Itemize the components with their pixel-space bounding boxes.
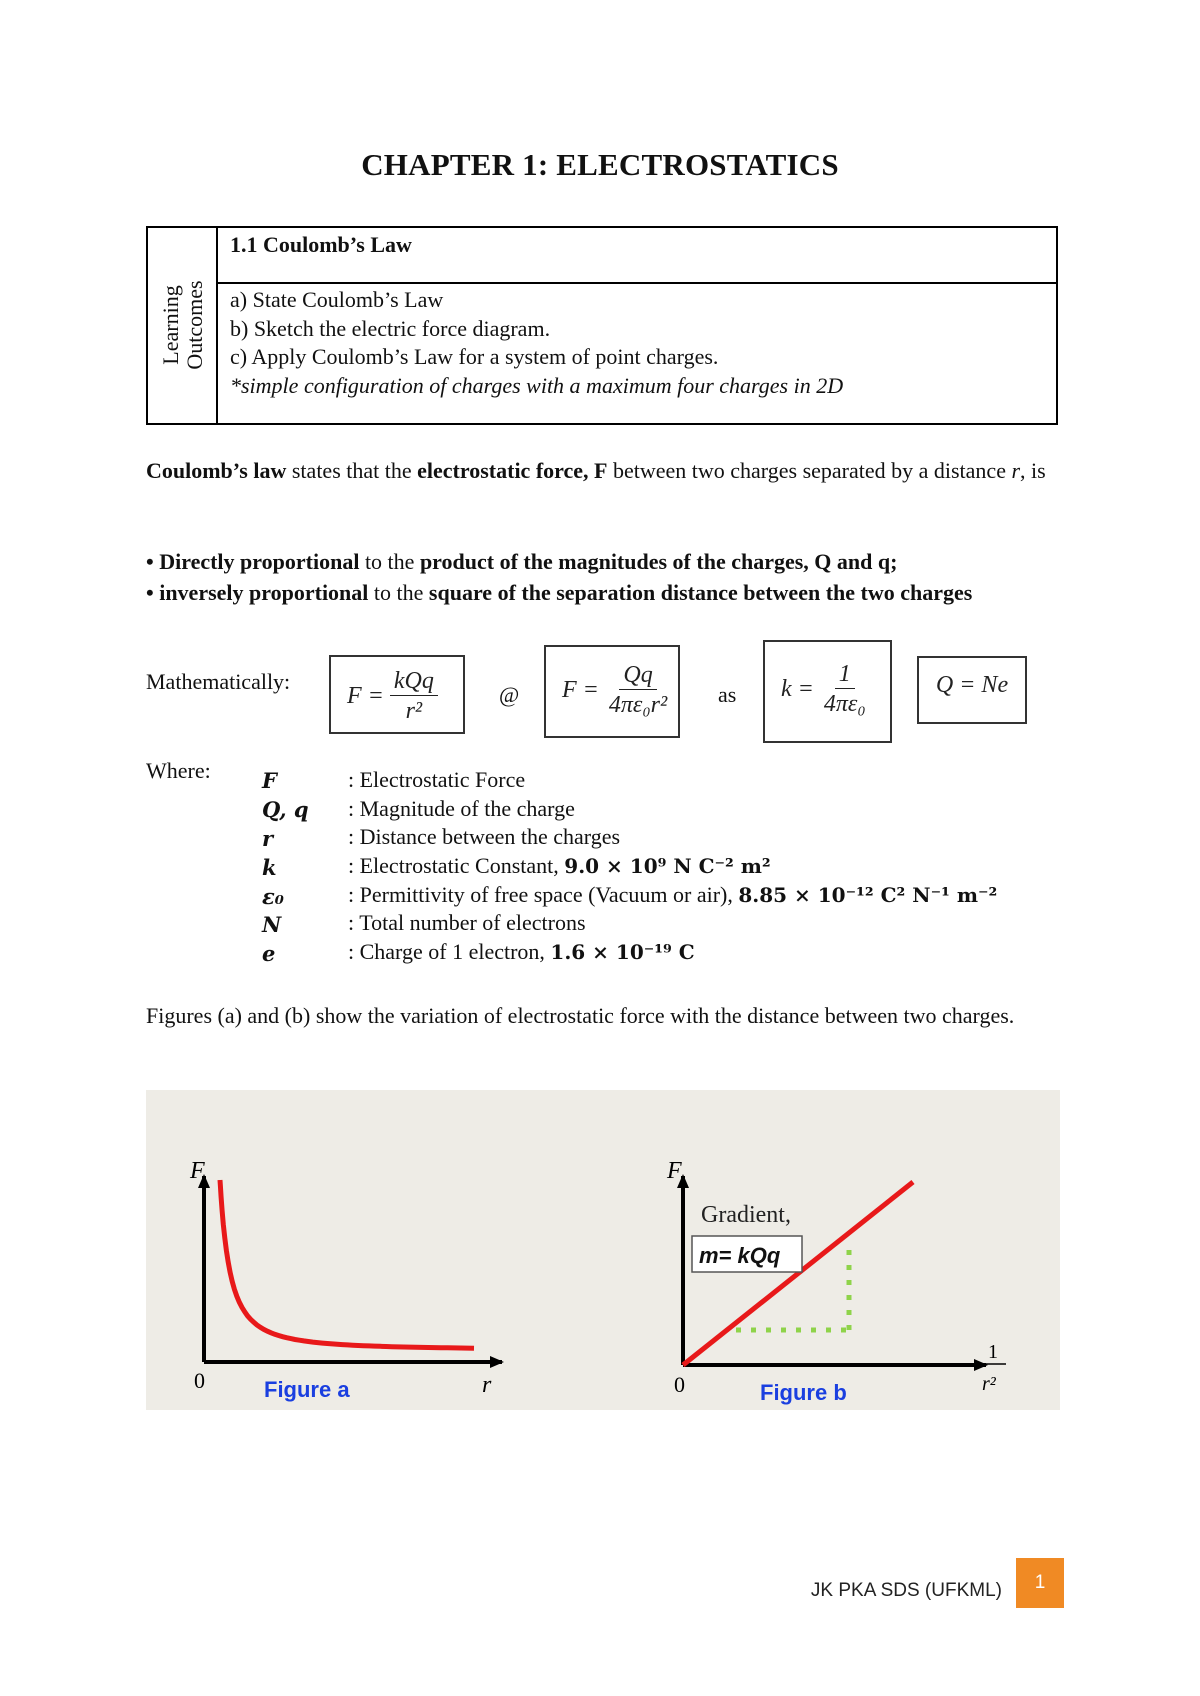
where-label: Where: <box>146 758 211 783</box>
bullet-bold: • Directly proportional <box>146 549 360 574</box>
figures-svg <box>146 1090 1060 1410</box>
figure-a <box>189 1158 502 1402</box>
definition-text: : Distance between the charges <box>348 824 621 849</box>
symbol-Qq: Q, q <box>262 797 309 822</box>
formula-box-4 <box>917 656 1027 724</box>
figure-b <box>666 1158 1006 1405</box>
symbol-e: e <box>262 941 276 966</box>
side-label-line2: Outcomes <box>182 280 207 370</box>
formula-box-3 <box>763 640 892 743</box>
bullet-bold: square of the separation distance between the two charges <box>428 580 973 605</box>
learning-outcomes-table <box>146 226 1058 425</box>
outcome-item: b) Sketch the electric force diagram. <box>230 315 551 341</box>
definition-text: : Electrostatic Force <box>348 767 526 792</box>
symbol-N: N <box>262 912 282 937</box>
definition-row <box>348 939 695 965</box>
bullet-text: to the <box>368 580 429 605</box>
figure-b-origin: 0 <box>674 1372 685 1397</box>
electrostatic-force-term: electrostatic force, F <box>417 458 608 483</box>
symbol-k: k <box>262 855 277 880</box>
intro-text: , is <box>1020 458 1046 483</box>
r-symbol: r <box>1011 458 1021 483</box>
definition-row <box>348 853 771 879</box>
page-title: CHAPTER 1: ELECTROSTATICS <box>361 147 839 182</box>
bullet-item-1 <box>146 546 1058 577</box>
definition-row <box>348 910 586 936</box>
formula-box-2 <box>544 645 680 738</box>
side-label-line1: Learning <box>158 285 183 365</box>
figure-panel <box>146 1090 1060 1410</box>
figure-b-y-label: F <box>667 1158 682 1184</box>
bullet-list <box>146 546 1058 608</box>
formula-denominator: r² <box>405 698 423 724</box>
bullet-bold: • inversely proportional <box>146 580 369 605</box>
definition-value: 9.0 × 10⁹ N C⁻² m² <box>564 854 771 878</box>
gradient-formula: m= kQq <box>699 1243 781 1268</box>
figure-a-caption: Figure a <box>264 1377 350 1402</box>
formula-lhs: F = <box>347 683 384 709</box>
gradient-label: Gradient, <box>701 1202 791 1228</box>
definition-text: : Charge of 1 electron, <box>348 939 551 964</box>
definition-text: : Total number of electrons <box>348 910 586 935</box>
coulomb-law-statement <box>146 455 1058 486</box>
formula-denominator: 4πε₀r² <box>608 692 668 718</box>
definition-text: : Permittivity of free space (Vacuum or air), <box>348 882 739 907</box>
definition-row <box>348 824 620 850</box>
at-symbol: @ <box>499 682 520 707</box>
definition-row <box>348 796 575 822</box>
symbol-epsilon0: ε₀ <box>262 884 284 909</box>
definition-row <box>348 767 525 793</box>
definition-text: : Magnitude of the charge <box>348 796 575 821</box>
outcome-item: c) Apply Coulomb’s Law for a system of point charges. <box>230 344 719 369</box>
as-text: as <box>718 682 737 707</box>
bullet-text: to the <box>359 549 420 574</box>
figure-a-x-label: r <box>482 1372 492 1398</box>
intro-text: states that the <box>286 458 418 483</box>
formula-numerator: kQq <box>390 667 438 696</box>
formula-denominator: 4πε₀ <box>823 691 866 717</box>
figure-a-y-label: F <box>190 1158 205 1184</box>
figure-a-origin: 0 <box>194 1368 205 1393</box>
outcome-item: a) State Coulomb’s Law <box>230 287 444 312</box>
formula-numerator: 1 <box>835 660 855 689</box>
intro-text: between two charges separated by a distance <box>607 458 1012 483</box>
bullet-item-2 <box>146 577 1058 608</box>
learning-outcomes-side-label <box>148 228 218 423</box>
math-label: Mathematically: <box>146 669 291 694</box>
page-number: 1 <box>1016 1558 1064 1608</box>
definition-value: 1.6 × 10⁻¹⁹ C <box>550 940 695 964</box>
formula-lhs: k = <box>781 676 814 702</box>
learning-outcomes-body <box>218 284 1056 423</box>
figure-b-x-label-den: r² <box>982 1373 996 1395</box>
footer-text: JK PKA SDS (UFKML) <box>810 1580 1002 1601</box>
figure-a-curve <box>220 1180 474 1348</box>
formula-box-1 <box>329 655 465 734</box>
symbol-F: F <box>262 768 277 793</box>
bullet-bold: product of the magnitudes of the charges, Q and q; <box>419 549 898 574</box>
symbol-r: r <box>262 826 274 851</box>
definition-value: 8.85 × 10⁻¹² C² N⁻¹ m⁻² <box>738 883 998 907</box>
formula-numerator: Qq <box>619 661 656 690</box>
charge-formula: Q = Ne <box>935 672 1009 698</box>
formula-lhs: F = <box>562 677 599 703</box>
outcome-note: *simple configuration of charges with a maximum four charges in 2D <box>230 372 844 398</box>
coulomb-law-term: Coulomb’s law <box>146 458 287 483</box>
figure-b-x-label-num: 1 <box>988 1341 998 1363</box>
definition-row <box>348 882 997 908</box>
figure-b-caption: Figure b <box>760 1380 847 1405</box>
definition-text: : Electrostatic Constant, <box>348 853 565 878</box>
figures-intro: Figures (a) and (b) show the variation of electrostatic force with the distance between two charges. <box>146 1003 1015 1028</box>
learning-outcomes-heading: 1.1 Coulomb’s Law <box>218 228 1056 284</box>
